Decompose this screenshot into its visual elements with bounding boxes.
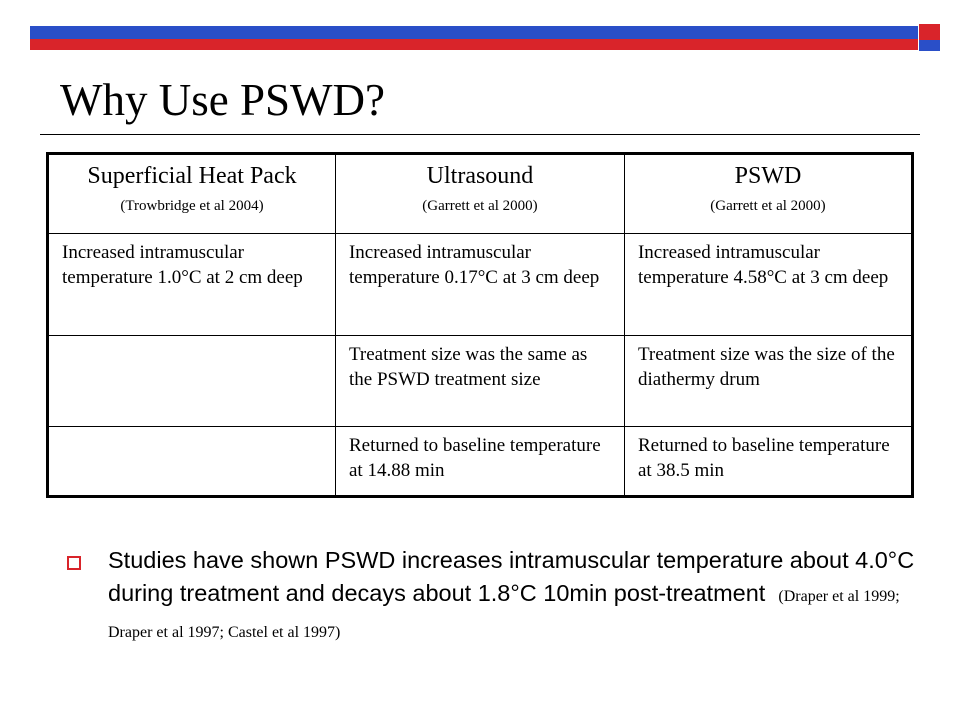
header-cell-ultrasound xyxy=(335,154,624,234)
table-cell: Treatment size was the size of the diathermy drum xyxy=(624,336,912,427)
header-bar-blue xyxy=(30,26,918,39)
hollow-square-icon xyxy=(67,556,81,570)
table-row xyxy=(48,336,913,427)
table-header-row xyxy=(48,154,913,234)
table-row xyxy=(48,234,913,336)
comparison-table xyxy=(46,152,914,498)
corner-square-red xyxy=(919,24,940,40)
header-citation: (Garrett et al 2000) xyxy=(422,198,538,214)
header-cell-heat-pack xyxy=(48,154,336,234)
header-citation: (Trowbridge et al 2004) xyxy=(120,198,264,214)
table-cell: Increased intramuscular temperature 0.17°C at 3 cm deep xyxy=(335,234,624,336)
header-label: Ultrasound xyxy=(426,163,534,189)
table-cell xyxy=(48,336,336,427)
header-label: PSWD xyxy=(734,163,802,189)
table-cell: Treatment size was the same as the PSWD treatment size xyxy=(335,336,624,427)
slide-title: Why Use PSWD? xyxy=(60,75,385,125)
table-cell: Returned to baseline temperature at 38.5 min xyxy=(624,427,912,497)
corner-square-blue xyxy=(919,40,940,51)
bullet-point xyxy=(68,544,918,649)
header-cell-pswd xyxy=(624,154,912,234)
bullet-citation: (Draper et al 1999; Draper et al 1997; Castel et al 1997) xyxy=(108,588,900,641)
table-cell: Increased intramuscular temperature 4.58°C at 3 cm deep xyxy=(624,234,912,336)
table-cell: Increased intramuscular temperature 1.0°C at 2 cm deep xyxy=(48,234,336,336)
header-label: Superficial Heat Pack xyxy=(87,163,297,189)
table-cell xyxy=(48,427,336,497)
header-citation: (Garrett et al 2000) xyxy=(710,198,826,214)
table-cell: Returned to baseline temperature at 14.88 min xyxy=(335,427,624,497)
table-row xyxy=(48,427,913,497)
bullet-text: Studies have shown PSWD increases intramuscular temperature about 4.0°C during treatment and decays about 1.8°C 10min post-treatment xyxy=(108,547,915,606)
header-bar-red xyxy=(30,39,918,50)
title-divider xyxy=(40,134,920,135)
bullet-body xyxy=(108,544,918,649)
